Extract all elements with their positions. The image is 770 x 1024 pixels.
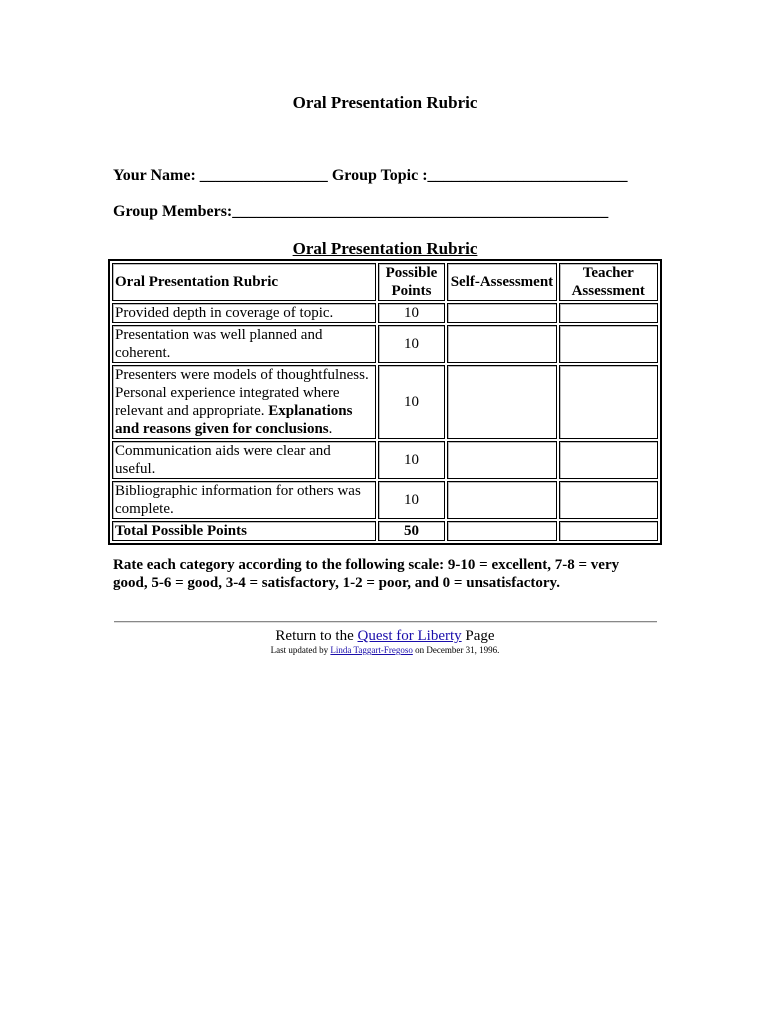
updated-prefix: Last updated by xyxy=(270,645,331,655)
table-row xyxy=(112,481,658,519)
teacher-assessment-cell[interactable] xyxy=(559,481,658,519)
return-suffix: Page xyxy=(461,628,495,644)
header-self-assessment: Self-Assessment xyxy=(447,263,556,301)
rating-scale-note: Rate each category according to the following scale: 9-10 = excellent, 7-8 = very good, 5-6 = good, 3-4 = satisfactory, 1-2 = poor, and 0 = unsatisfactory. xyxy=(113,557,620,591)
author-link[interactable]: Linda Taggart-Fregoso xyxy=(330,645,413,655)
total-label: Total Possible Points xyxy=(112,521,376,541)
criterion-text: Communication aids were clear and useful. xyxy=(112,441,376,479)
table-row xyxy=(112,365,658,439)
table-caption: Oral Presentation Rubric xyxy=(292,239,478,258)
table-row xyxy=(112,441,658,479)
self-assessment-cell[interactable] xyxy=(447,325,556,363)
criterion-text-bold: Explanations and reasons given for conclusions xyxy=(115,403,353,437)
teacher-assessment-cell[interactable] xyxy=(559,441,658,479)
self-assessment-cell[interactable] xyxy=(447,303,556,323)
teacher-assessment-total-cell[interactable] xyxy=(559,521,658,541)
criterion-text: Provided depth in coverage of topic. xyxy=(112,303,376,323)
quest-for-liberty-link[interactable]: Quest for Liberty xyxy=(357,628,462,644)
group-members-field[interactable]: Group Members:_______________________________________________ xyxy=(113,203,609,220)
teacher-assessment-cell[interactable] xyxy=(559,325,658,363)
self-assessment-cell[interactable] xyxy=(447,365,556,439)
header-possible-points xyxy=(378,263,446,301)
criterion-text xyxy=(112,365,376,439)
criterion-text-part: Presenters were models of thoughtfulness. Personal experience integrated where relevant and appropriate. xyxy=(115,367,369,419)
group-topic-field[interactable]: Group Topic :_________________________ xyxy=(331,167,628,184)
self-assessment-cell[interactable] xyxy=(447,481,556,519)
possible-points: 10 xyxy=(378,325,446,363)
header-teacher-assessment xyxy=(559,263,658,301)
header-possible-line1: Possible xyxy=(385,265,438,281)
table-row xyxy=(112,303,658,323)
criterion-text: Presentation was well planned and coherent. xyxy=(112,325,376,363)
header-possible-line2: Points xyxy=(391,283,432,299)
updated-suffix: on December 31, 1996. xyxy=(412,645,500,655)
table-header-row xyxy=(112,263,658,301)
horizontal-rule xyxy=(114,621,657,623)
header-teacher-line1: Teacher xyxy=(582,265,634,281)
possible-points: 10 xyxy=(378,441,446,479)
return-line xyxy=(0,628,770,645)
possible-points: 10 xyxy=(378,481,446,519)
table-row xyxy=(112,325,658,363)
teacher-assessment-cell[interactable] xyxy=(559,365,658,439)
self-assessment-total-cell[interactable] xyxy=(447,521,556,541)
name-topic-line xyxy=(113,167,628,185)
rubric-table xyxy=(108,259,662,545)
total-row xyxy=(112,521,658,541)
teacher-assessment-cell[interactable] xyxy=(559,303,658,323)
total-points: 50 xyxy=(378,521,446,541)
header-criteria: Oral Presentation Rubric xyxy=(112,263,376,301)
criterion-text-end: . xyxy=(328,421,333,437)
your-name-field[interactable]: Your Name: ________________ xyxy=(113,167,332,184)
possible-points: 10 xyxy=(378,365,446,439)
possible-points: 10 xyxy=(378,303,446,323)
last-updated-line xyxy=(0,645,770,655)
header-teacher-line2: Assessment xyxy=(571,283,645,299)
return-prefix: Return to the xyxy=(275,628,358,644)
page-title: Oral Presentation Rubric xyxy=(292,93,478,112)
criterion-text: Bibliographic information for others was complete. xyxy=(112,481,376,519)
self-assessment-cell[interactable] xyxy=(447,441,556,479)
